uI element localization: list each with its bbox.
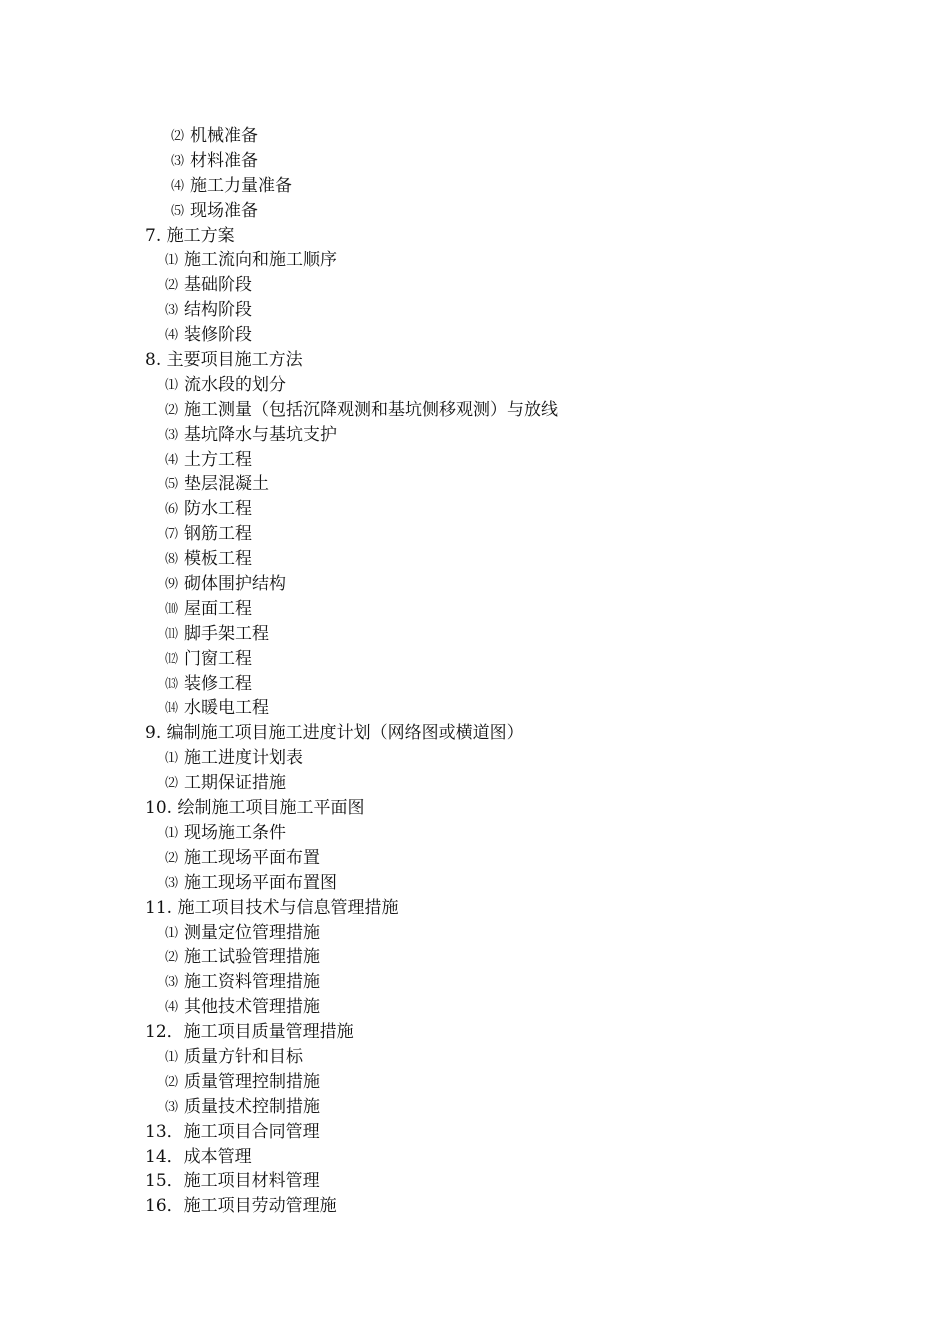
section-heading [145,348,845,373]
subsection-item [145,174,845,199]
subsection-item [145,696,845,721]
item-number: ⑵ [165,776,179,792]
item-number: ⑸ [165,477,179,493]
item-text: 流水段的划分 [184,374,287,395]
item-text: 施工试验管理措施 [184,947,321,968]
item-number: ⑵ [165,1074,179,1090]
item-number: ⑶ [171,153,185,169]
subsection-item [145,448,845,473]
item-text: 15．施工项目材料管理 [145,1171,320,1192]
subsection-item [145,846,845,871]
subsection-item [145,871,845,896]
subsection-item [145,423,845,448]
item-text: 基坑降水与基坑支护 [184,424,338,445]
item-text: 施工测量（包括沉降观测和基坑侧移观测）与放线 [184,399,559,420]
subsection-item [145,149,845,174]
item-text: 16．施工项目劳动管理施 [145,1196,337,1217]
item-text: 14．成本管理 [145,1146,252,1167]
subsection-item [145,522,845,547]
item-text: 水暖电工程 [184,698,270,719]
item-text: 屋面工程 [184,598,253,619]
item-text: 砌体围护结构 [184,574,287,595]
item-text: 8. 主要项目施工方法 [145,350,303,371]
item-number: ⑹ [165,502,179,518]
subsection-item [145,547,845,572]
item-number: ⑻ [165,552,179,568]
section-heading [145,1194,845,1219]
item-text: 7. 施工方案 [145,225,235,246]
item-text: 施工进度计划表 [184,748,304,769]
item-text: 模板工程 [184,549,253,570]
item-number: ⑷ [165,328,179,344]
section-heading [145,796,845,821]
item-text: 门窗工程 [184,648,253,669]
item-number: ⑵ [165,950,179,966]
item-number: ⑶ [165,975,179,991]
item-text: 钢筋工程 [184,524,253,545]
item-text: 测量定位管理措施 [184,922,321,943]
item-text: 施工流向和施工顺序 [184,250,338,271]
subsection-item [145,572,845,597]
subsection-item [145,597,845,622]
subsection-item [145,199,845,224]
item-number: ⑶ [165,875,179,891]
subsection-item [145,373,845,398]
section-heading [145,721,845,746]
subsection-item [145,298,845,323]
item-number: ⑺ [165,527,179,543]
item-text: 装修工程 [184,673,253,694]
item-text: 施工力量准备 [190,175,293,196]
subsection-item [145,472,845,497]
item-number: ⑴ [165,253,179,269]
subsection-item [145,1095,845,1120]
item-text: 施工资料管理措施 [184,972,321,993]
section-heading [145,1145,845,1170]
subsection-item [145,398,845,423]
item-number: ⑶ [165,303,179,319]
item-text: 材料准备 [190,150,259,171]
subsection-item [145,647,845,672]
item-text: 13．施工项目合同管理 [145,1121,320,1142]
item-text: 基础阶段 [184,275,253,296]
item-text: 工期保证措施 [184,773,287,794]
subsection-item [145,497,845,522]
subsection-item [145,273,845,298]
subsection-item [145,995,845,1020]
item-number: ⑷ [171,178,185,194]
item-number: ⑴ [165,825,179,841]
subsection-item [145,1070,845,1095]
subsection-item [145,622,845,647]
section-heading [145,224,845,249]
item-text: 现场施工条件 [184,822,287,843]
item-number: ⑴ [165,751,179,767]
item-text: 9. 编制施工项目施工进度计划（网络图或横道图） [145,723,524,744]
subsection-item [145,746,845,771]
item-number: ⑶ [165,1099,179,1115]
subsection-item [145,248,845,273]
item-number: ⑵ [165,278,179,294]
subsection-item [145,672,845,697]
item-number: ⑵ [171,129,185,144]
item-text: 结构阶段 [184,300,253,321]
subsection-item [145,323,845,348]
section-heading [145,1020,845,1045]
item-number: ⒀ [165,676,179,692]
subsection-item [145,970,845,995]
item-text: 其他技术管理措施 [184,997,321,1018]
item-number: ⑴ [165,377,179,393]
item-text: 质量方针和目标 [184,1046,304,1067]
subsection-item [145,1045,845,1070]
item-number: ⑸ [171,203,185,219]
item-text: 12．施工项目质量管理措施 [145,1022,354,1043]
item-text: 质量技术控制措施 [184,1096,321,1117]
subsection-item [145,821,845,846]
subsection-item [145,921,845,946]
item-text: 机械准备 [190,126,259,146]
section-heading [145,896,845,921]
item-text: 施工现场平面布置图 [184,872,338,893]
item-number: ⑽ [165,601,179,617]
item-number: ⑵ [165,850,179,866]
item-text: 质量管理控制措施 [184,1071,321,1092]
item-number: ⑵ [165,402,179,418]
subsection-item [145,945,845,970]
item-number: ⑾ [165,626,179,642]
item-text: 10. 绘制施工项目施工平面图 [145,798,365,819]
item-text: 现场准备 [190,200,259,221]
item-text: 装修阶段 [184,325,253,346]
item-number: ⑷ [165,452,179,468]
item-text: 土方工程 [184,449,253,470]
item-text: 11. 施工项目技术与信息管理措施 [145,897,399,918]
item-number: ⑴ [165,925,179,941]
item-number: ⑷ [165,1000,179,1016]
item-number: ⒁ [165,701,179,717]
section-heading [145,1120,845,1145]
item-number: ⑴ [165,1049,179,1065]
item-text: 垫层混凝土 [184,474,270,495]
item-number: ⑼ [165,577,179,593]
item-number: ⑶ [165,427,179,443]
subsection-item [145,124,845,149]
item-number: ⑿ [165,651,179,667]
item-text: 施工现场平面布置 [184,847,321,868]
item-text: 防水工程 [184,499,253,520]
section-heading [145,1169,845,1194]
outline-list [145,124,845,1219]
item-text: 脚手架工程 [184,623,270,644]
subsection-item [145,771,845,796]
